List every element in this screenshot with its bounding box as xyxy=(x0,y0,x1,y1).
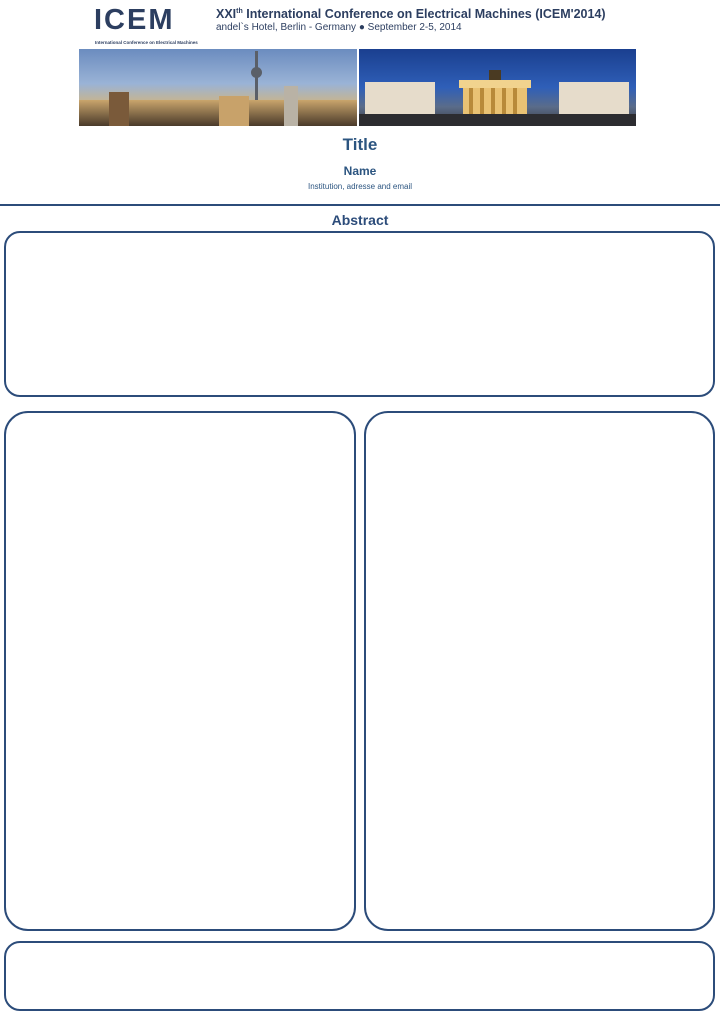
building xyxy=(219,96,249,126)
street xyxy=(359,114,636,126)
abstract-box[interactable] xyxy=(4,231,715,397)
conference-venue: andel`s Hotel, Berlin - Germany ● September 2-5, 2014 xyxy=(216,22,462,33)
logo-letters: ICEM xyxy=(94,4,175,36)
conference-header xyxy=(0,0,720,48)
berlin-skyline-image xyxy=(79,49,357,126)
author-name: Name xyxy=(343,164,377,178)
gate-column xyxy=(480,88,484,114)
left-column-box[interactable] xyxy=(4,411,356,931)
building xyxy=(284,86,298,126)
right-column-box[interactable] xyxy=(364,411,715,931)
gate-column xyxy=(513,88,517,114)
tv-tower-shape xyxy=(255,51,258,106)
right-building xyxy=(559,82,629,114)
building xyxy=(109,92,129,126)
left-building xyxy=(365,82,435,114)
tv-tower-sphere xyxy=(251,67,262,78)
abstract-heading: Abstract xyxy=(331,212,389,228)
gate-quadriga xyxy=(489,70,501,80)
header-divider xyxy=(0,204,720,206)
author-institution: Institution, adresse and email xyxy=(307,182,413,191)
bottom-box[interactable] xyxy=(4,941,715,1011)
poster-title: Title xyxy=(342,135,378,154)
gate-attic xyxy=(459,80,531,88)
conference-title: XXIth International Conference on Electrical Machines (ICEM'2014) xyxy=(216,7,606,21)
brandenburg-gate-image xyxy=(359,49,636,126)
gate-column xyxy=(491,88,495,114)
gate-column xyxy=(502,88,506,114)
icem-logo xyxy=(94,4,208,46)
gate-column xyxy=(469,88,473,114)
logo-caption: International Conference on Electrical Machines xyxy=(95,40,198,45)
